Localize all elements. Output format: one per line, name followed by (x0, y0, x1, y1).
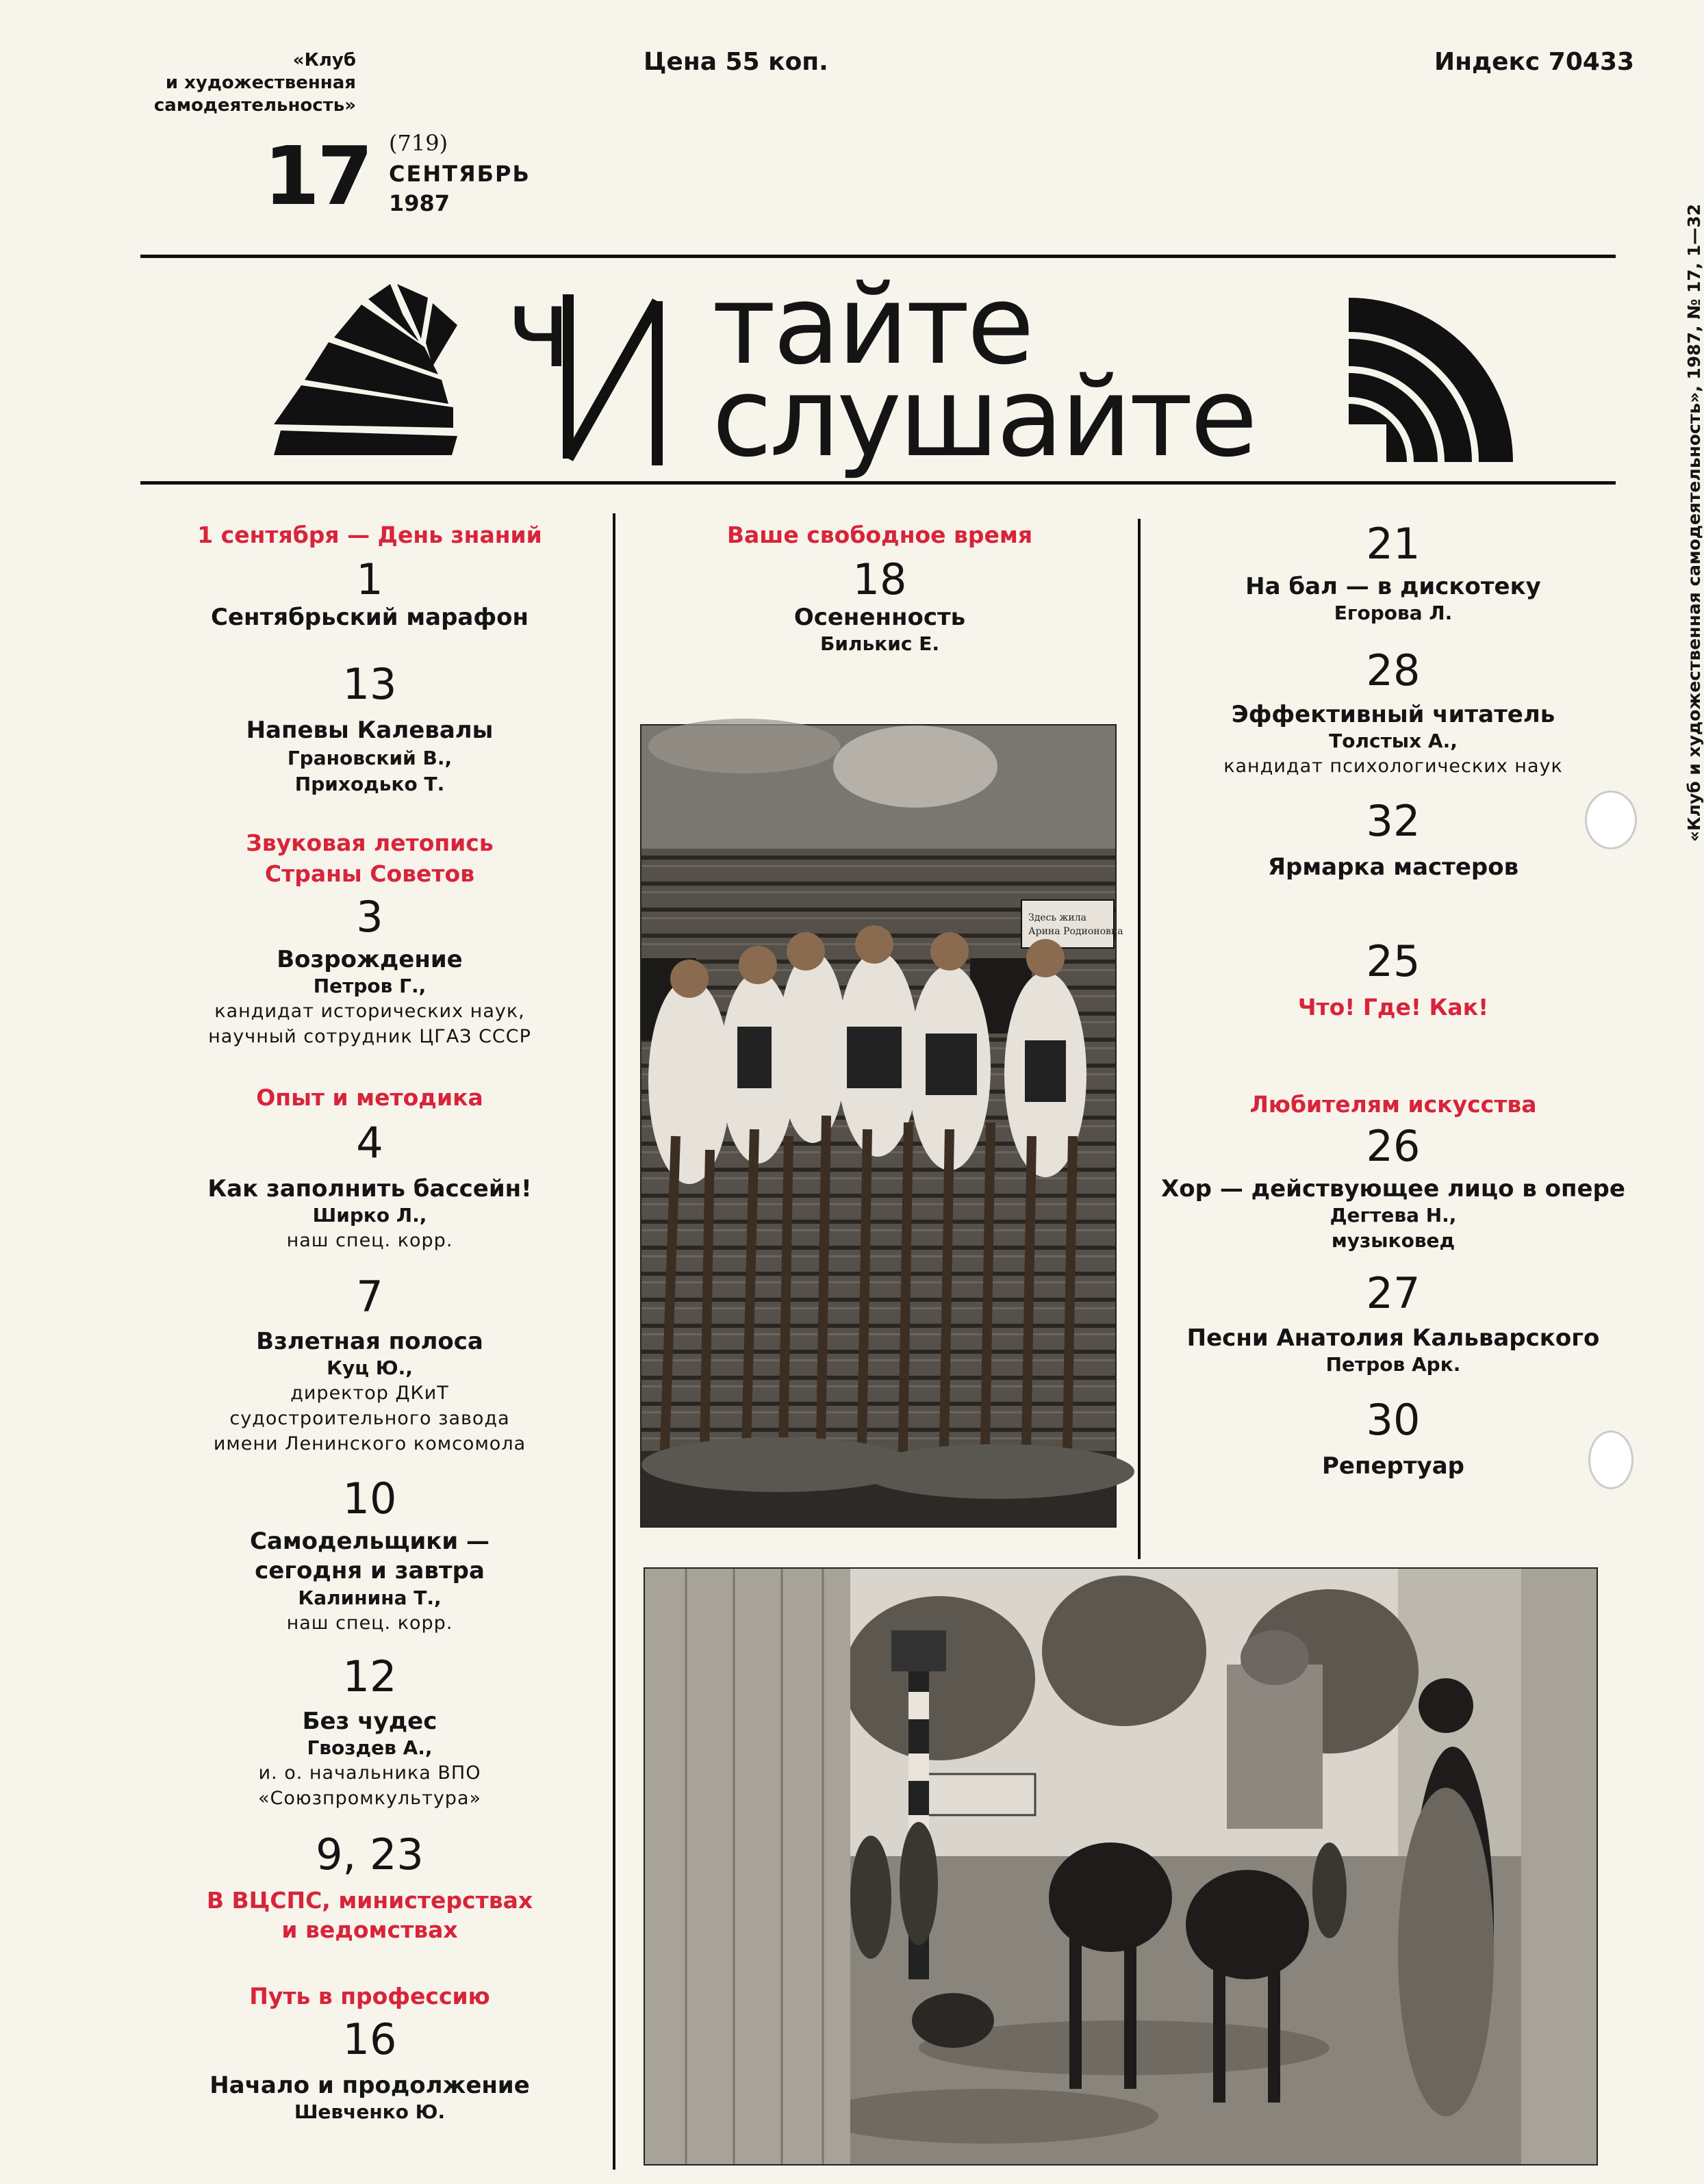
page-number: 32 (1366, 796, 1421, 846)
club-line-2: и художественная (165, 73, 356, 93)
divider-left (613, 513, 615, 2170)
article-title: Как заполнить бассейн! (207, 1175, 532, 1203)
title-word2: слушайте (712, 353, 1255, 481)
author-description: судостроительного завода (229, 1408, 510, 1429)
author: Егорова Л. (1334, 602, 1453, 624)
article-title: Эффективный читатель (1231, 701, 1555, 728)
author: Калинина Т., (298, 1586, 442, 1609)
title-word1: тайте (712, 261, 1032, 389)
page-number: 7 (356, 1272, 383, 1322)
section-heading: Путь в профессию (249, 1983, 490, 2009)
section-heading: Что! Где! Как! (1297, 994, 1489, 1020)
article-title: Напевы Калевалы (246, 717, 494, 744)
page-number: 25 (1366, 936, 1421, 986)
article-title: На бал — в дискотеку (1245, 573, 1541, 600)
author: Куц Ю., (327, 1357, 413, 1379)
author: Петров Г., (313, 975, 427, 997)
article-title: Репертуар (1321, 1452, 1465, 1480)
author-description: кандидат исторических наук, (214, 1001, 525, 1022)
author-description: «Союзпромкультура» (257, 1788, 482, 1809)
article-title: Взлетная полоса (256, 1328, 483, 1355)
page-number: 30 (1366, 1395, 1421, 1445)
article-title: Осененность (793, 604, 966, 631)
author-description: кандидат психологических наук (1223, 756, 1563, 777)
author: Шевченко Ю. (294, 2101, 446, 2123)
price: Цена 55 коп. (644, 48, 828, 76)
banner-bottom-rule (140, 481, 1616, 485)
spine-citation: «Клуб и художественная самодеятельность», 1987, № 17, 1—32 (1684, 203, 1704, 842)
page-number: 28 (1366, 645, 1421, 695)
page-number: 9, 23 (316, 1829, 424, 1879)
plaque-text: Здесь жила (1028, 912, 1086, 923)
title-ch: ч (507, 264, 572, 392)
article-title: Самодельщики — (249, 1528, 490, 1555)
binder-hole-bottom (1588, 1430, 1633, 1489)
author: Дегтева Н., (1330, 1204, 1457, 1226)
page-number: 10 (342, 1474, 397, 1524)
binder-hole-top (1585, 791, 1637, 849)
section-heading: Ваше свободное время (726, 522, 1033, 548)
author: Ширко Л., (312, 1204, 427, 1226)
club-line-1: «Клуб (292, 50, 356, 70)
section-heading: Страны Советов (264, 860, 475, 887)
issue-serial: (719) (389, 130, 448, 156)
article-title: Хор — действующее лицо в опере (1161, 1175, 1625, 1203)
section-heading: Любителям искусства (1249, 1091, 1537, 1118)
section-heading: и ведомствах (281, 1916, 458, 1943)
top-rule (140, 255, 1616, 258)
page-number: 18 (852, 554, 907, 604)
photo-folk-choir (640, 724, 1123, 1528)
club-name (103, 49, 356, 117)
article-title: Песни Анатолия Кальварского (1186, 1324, 1600, 1352)
page-number: 27 (1366, 1268, 1421, 1318)
issue-number: 17 (264, 129, 371, 223)
author-description: и. о. начальника ВПО (258, 1762, 481, 1784)
subscription-index: Индекс 70433 (1434, 48, 1635, 76)
divider-right (1138, 519, 1141, 1559)
article-title: Без чудес (302, 1708, 437, 1735)
author: Грановский В., (287, 747, 453, 769)
page-number: 4 (356, 1118, 383, 1168)
author: Приходько Т. (294, 773, 445, 795)
author-description: наш спец. корр. (286, 1613, 453, 1634)
issue-year: 1987 (389, 190, 450, 216)
author-description: имени Ленинского комсомола (213, 1433, 526, 1454)
section-heading: Звуковая летопись (246, 830, 494, 856)
author: музыковед (1331, 1229, 1455, 1252)
author-description: научный сотрудник ЦГАЗ СССР (208, 1026, 531, 1047)
article-title: Начало и продолжение (209, 2072, 530, 2099)
author: Гвоздев А., (307, 1736, 433, 1759)
section-heading: В ВЦСПС, министерствах (206, 1887, 533, 1914)
article-title: Сентябрьский марафон (211, 604, 529, 631)
photo-horse-carriage (644, 1567, 1598, 2166)
author: Толстых А., (1329, 730, 1458, 752)
page-number: 26 (1366, 1121, 1421, 1171)
page-number: 13 (342, 659, 397, 709)
article-title: Возрождение (277, 946, 463, 973)
article-title: Ярмарка мастеров (1267, 853, 1519, 881)
author-description: директор ДКиТ (290, 1383, 449, 1404)
author-description: наш спец. корр. (286, 1230, 453, 1251)
page-number: 21 (1366, 519, 1421, 569)
page-number: 12 (342, 1652, 397, 1701)
svg-text:Арина Родионовна: Арина Родионовна (1028, 926, 1123, 937)
quarter-disc-right-icon (1349, 298, 1513, 462)
section-heading: Опыт и методика (256, 1084, 483, 1111)
page-number: 3 (356, 892, 383, 942)
section-heading: 1 сентября — День знаний (197, 522, 542, 548)
article-title: сегодня и завтра (255, 1557, 485, 1584)
sunburst-left-icon (274, 284, 459, 459)
club-line-3: самодеятельность» (153, 95, 356, 116)
page-number: 1 (356, 554, 383, 604)
title-big-i (548, 287, 712, 472)
author: Петров Арк. (1325, 1353, 1461, 1376)
page-number: 16 (342, 2014, 397, 2064)
author: Билькис Е. (820, 632, 939, 655)
issue-month: СЕНТЯБРЬ (389, 161, 531, 187)
